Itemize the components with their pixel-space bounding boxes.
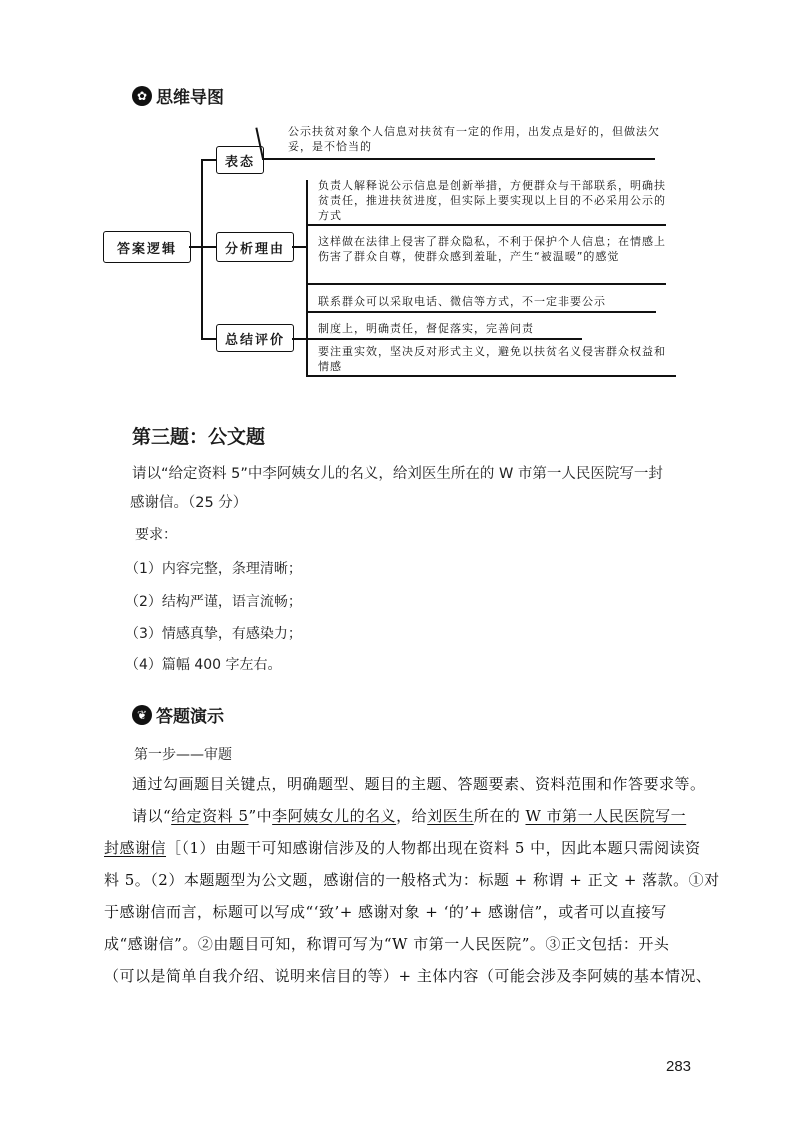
requirement-3: （3）情感真挚，有感染力； [125, 626, 302, 642]
demo-para2-line2: 封感谢信［（1）由题干可知感谢信涉及的人物都出现在资料 5 中，因此本题只需阅读资 [104, 839, 701, 857]
mindmap-branch-reasons: 分析理由 [216, 232, 294, 262]
question-prompt-line1: 请以“给定资料 5”中李阿姨女儿的名义，给刘医生所在的 W 市第一人民医院写一封 [132, 466, 663, 482]
demo-para2-line6: （可以是简单自我介绍、说明来信目的等）+ 主体内容（可能会涉及李阿姨的基本情况、 [104, 967, 712, 985]
question-prompt-line2: 感谢信。（25 分） [130, 495, 248, 511]
page-number: 283 [666, 1058, 692, 1075]
demo-heading [132, 702, 224, 727]
highlight-hospital: W 市第一人民医院写一 [525, 807, 687, 825]
requirement-2: （2）结构严谨，语言流畅； [125, 594, 302, 610]
mindmap-item-stance: 公示扶贫对象个人信息对扶贫有一定的作用，出发点是好的，但做法欠妥，是不恰当的 [288, 125, 660, 153]
leaf-icon: ❦ [132, 705, 152, 725]
highlight-identity: 李阿姨女儿的名义 [272, 807, 397, 825]
brain-icon: ✿ [132, 86, 152, 106]
demo-para2-line1: 请以“给定资料 5”中李阿姨女儿的名义，给刘医生所在的 W 市第一人民医院写一 [132, 807, 687, 825]
highlight-doctor: 刘医生 [427, 807, 474, 825]
mindmap-branch-stance: 表态 [216, 146, 264, 174]
mindmap-root: 答案逻辑 [103, 231, 191, 263]
demo-para2-line3: 料 5。（2）本题题型为公文题，感谢信的一般格式为：标题 + 称谓 + 正文 + 落款。①对 [104, 871, 720, 889]
highlight-material: 给定资料 5 [171, 807, 249, 825]
requirement-4: （4）篇幅 400 字左右。 [125, 657, 282, 673]
demo-para2-line5: 成“感谢信”。②由题目可知，称谓可写为“W 市第一人民医院”。③正文包括：开头 [104, 935, 670, 953]
mindmap-heading-text: 思维导图 [156, 88, 224, 108]
highlight-letter: 封感谢信 [104, 839, 167, 857]
mindmap-item-reason-2: 这样做在法律上侵害了群众隐私，不利于保护个人信息；在情感上伤害了群众自尊，使群众感到羞耻，产生“被温暖”的感觉 [318, 235, 666, 263]
demo-para2-line4: 于感谢信而言，标题可以写成“‘致’+ 感谢对象 + ‘的’+ 感谢信”，或者可以直接写 [104, 903, 667, 921]
question-title: 第三题：公文题 [132, 426, 266, 448]
demo-para1: 通过勾画题目关键点，明确题型、题目的主题、答题要素、资料范围和作答要求等。 [132, 775, 706, 793]
requirement-1: （1）内容完整，条理清晰； [125, 561, 302, 577]
step1-title: 第一步——审题 [134, 747, 232, 763]
mindmap-heading [132, 83, 224, 108]
mindmap-item-reason-1: 负责人解释说公示信息是创新举措，方便群众与干部联系，明确扶贫责任，推进扶贫进度，但实际上要实现以上目的不必采用公示的方式 [318, 179, 666, 222]
requirements-label: 要求： [135, 527, 177, 543]
demo-paragraph [104, 768, 720, 992]
mindmap-item-summary-3: 要注重实效，坚决反对形式主义，避免以扶贫名义侵害群众权益和情感 [318, 345, 666, 373]
mindmap-item-summary-1: 联系群众可以采取电话、微信等方式，不一定非要公示 [318, 295, 606, 308]
mindmap-branch-summary: 总结评价 [216, 324, 294, 352]
demo-heading-text: 答题演示 [156, 707, 224, 727]
mindmap-item-summary-2: 制度上，明确责任，督促落实，完善问责 [318, 322, 534, 335]
